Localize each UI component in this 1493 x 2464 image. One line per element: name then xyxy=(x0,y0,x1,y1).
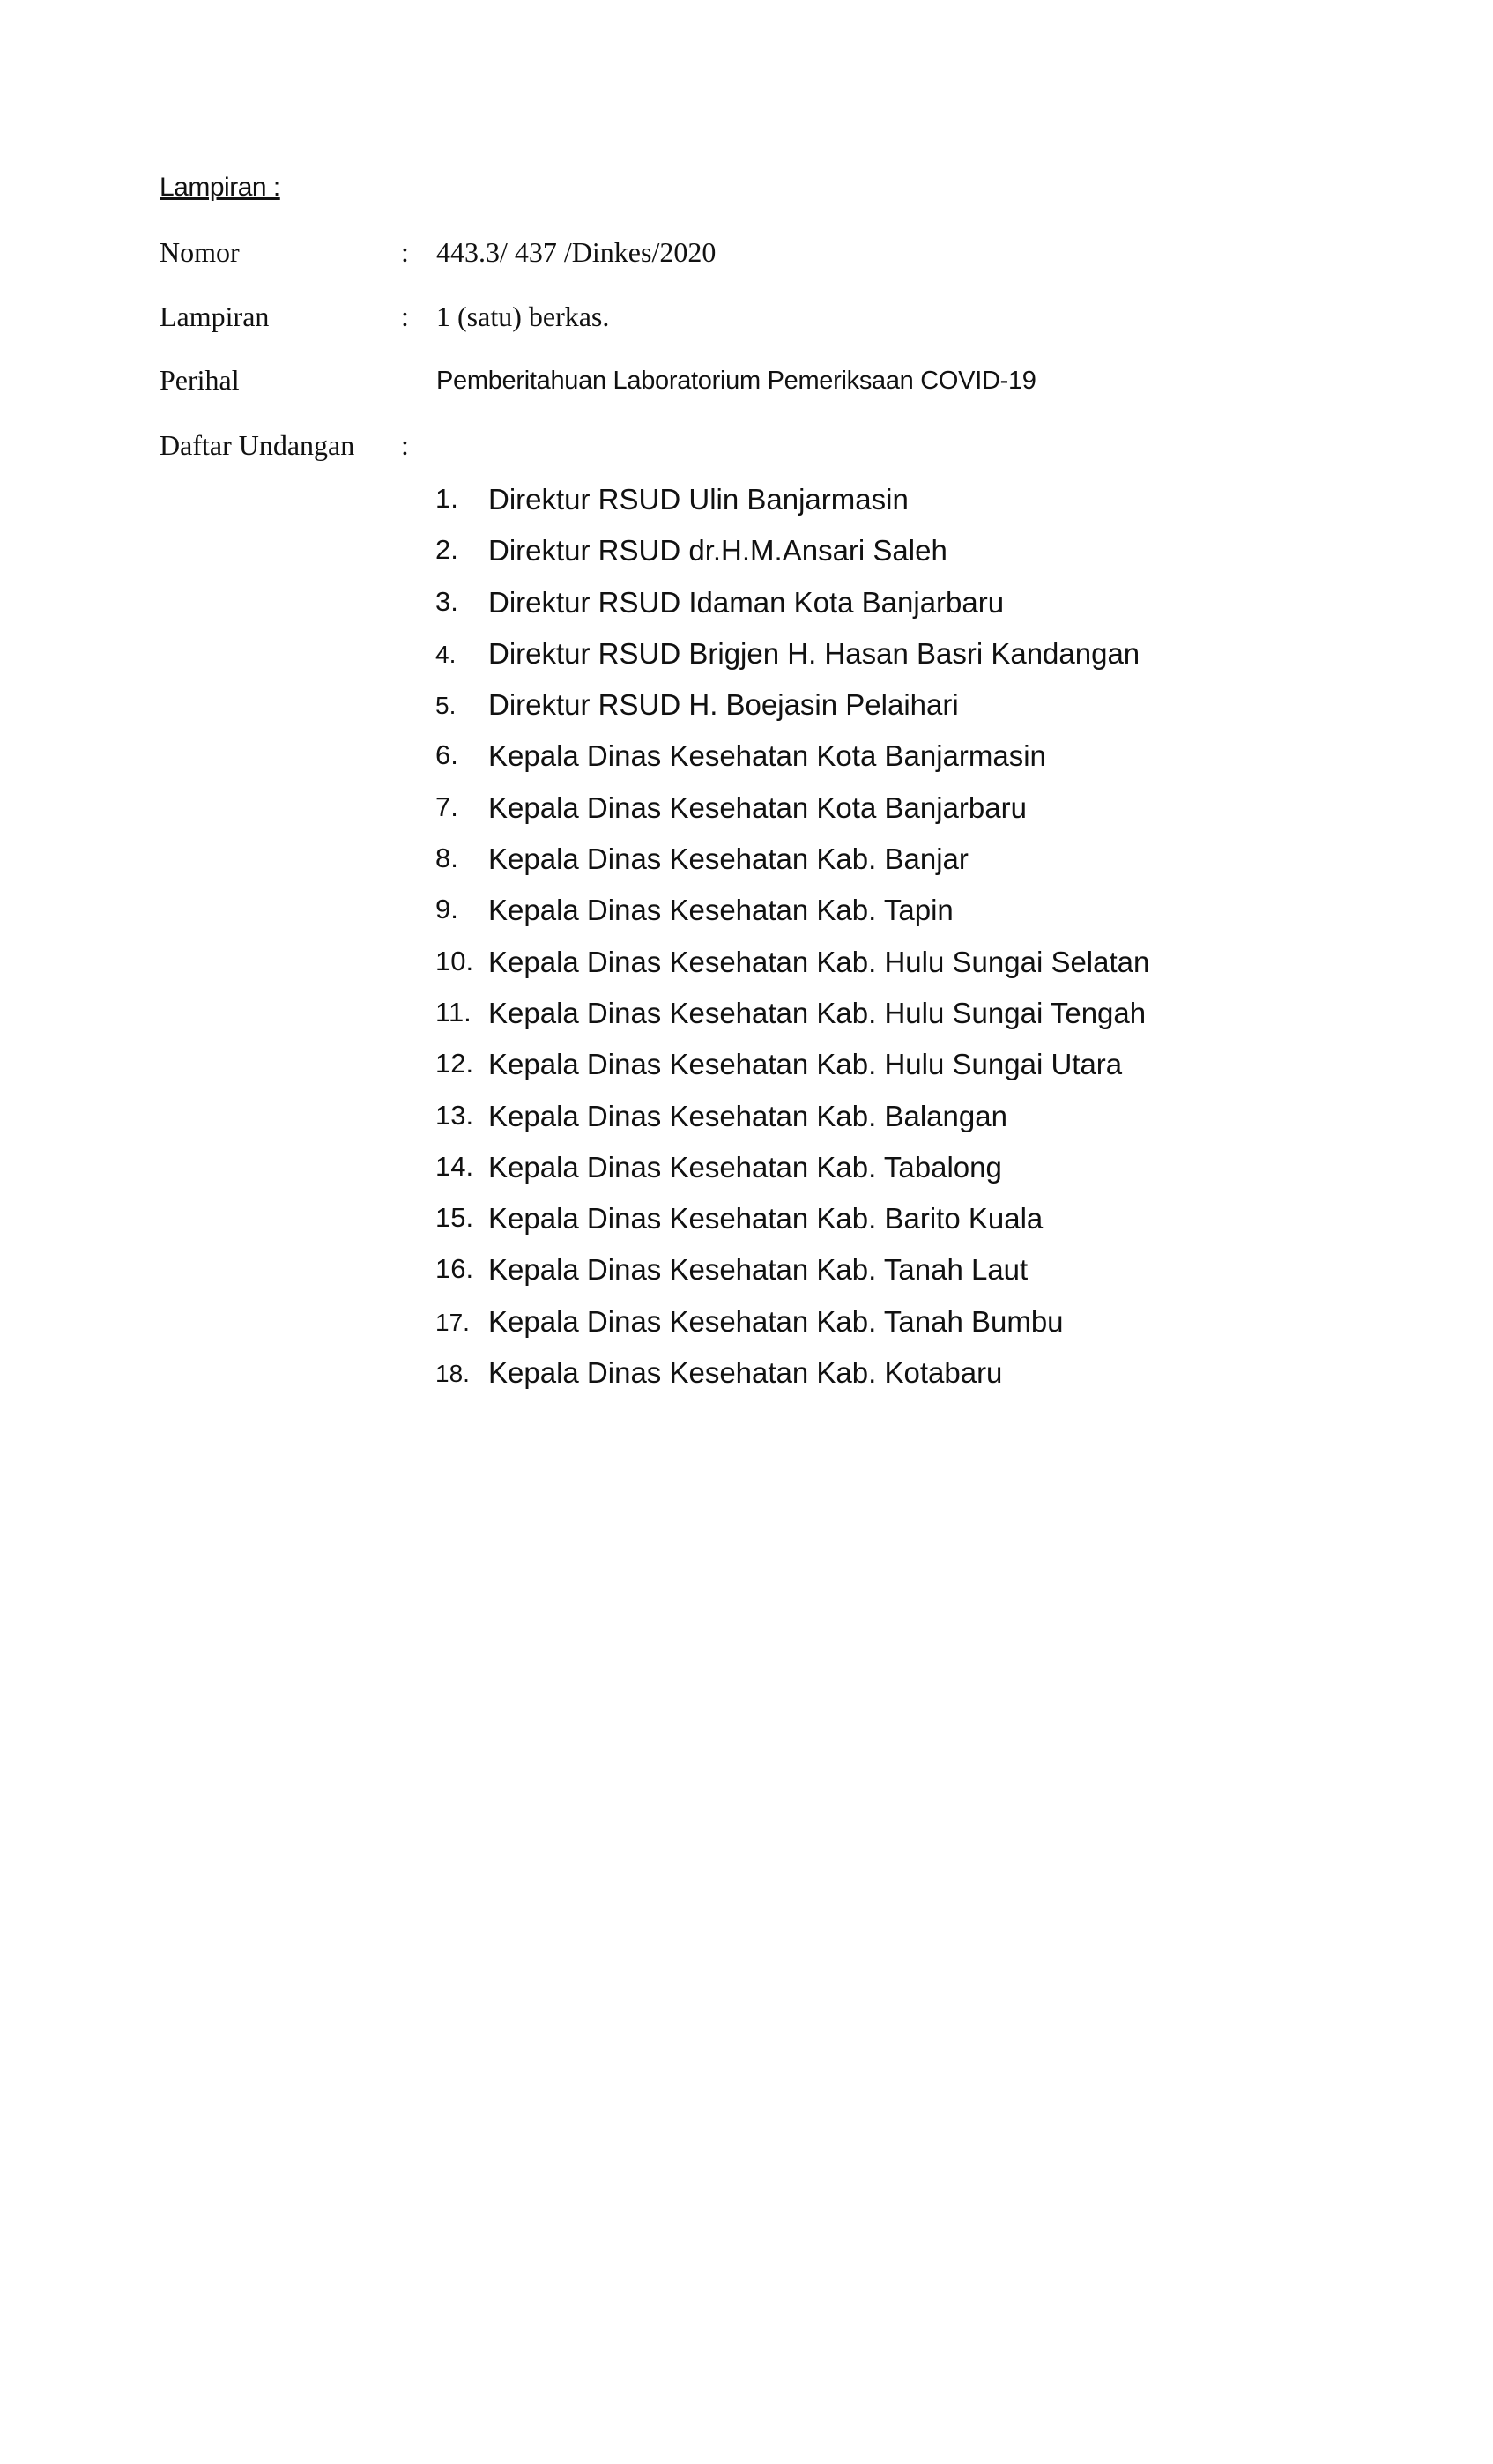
list-item-text: Kepala Dinas Kesehatan Kab. Tapin xyxy=(488,894,954,927)
field-colon: : xyxy=(401,301,409,332)
list-item-number: 7. xyxy=(435,790,458,822)
field-label: Lampiran xyxy=(160,301,270,332)
list-item-number: 8. xyxy=(435,842,458,874)
list-item-text: Kepala Dinas Kesehatan Kab. Tanah Laut xyxy=(488,1253,1029,1287)
list-item-text: Kepala Dinas Kesehatan Kab. Banjar xyxy=(488,842,969,876)
list-item-number: 12. xyxy=(435,1048,474,1080)
list-item-text: Kepala Dinas Kesehatan Kab. Hulu Sungai Selatan xyxy=(488,945,1150,978)
list-item-text: Kepala Dinas Kesehatan Kota Banjarbaru xyxy=(488,790,1027,824)
list-item-number: 1. xyxy=(435,483,458,514)
field-label: Perihal xyxy=(160,364,240,396)
list-item-text: Kepala Dinas Kesehatan Kab. Tanah Bumbu xyxy=(488,1304,1064,1338)
list-item-number: 13. xyxy=(435,1099,474,1131)
list-item-text: Direktur RSUD H. Boejasin Pelaihari xyxy=(488,688,959,722)
list-item-text: Kepala Dinas Kesehatan Kab. Kotabaru xyxy=(488,1356,1003,1390)
field-label: Nomor xyxy=(160,236,240,268)
list-item-text: Kepala Dinas Kesehatan Kota Banjarmasin xyxy=(488,739,1046,773)
list-item-text: Kepala Dinas Kesehatan Kab. Balangan xyxy=(488,1099,1007,1132)
list-item-number: 17. xyxy=(435,1308,470,1336)
list-item-number: 5. xyxy=(435,692,457,720)
list-item-text: Kepala Dinas Kesehatan Kab. Hulu Sungai Utara xyxy=(488,1048,1123,1081)
list-item-text: Kepala Dinas Kesehatan Kab. Hulu Sungai Tengah xyxy=(488,996,1147,1029)
list-item-number: 10. xyxy=(435,945,474,976)
list-item-number: 14. xyxy=(435,1150,474,1182)
list-item-number: 18. xyxy=(435,1360,470,1388)
list-item-text: Direktur RSUD dr.H.M.Ansari Saleh xyxy=(488,534,947,568)
list-item-text: Direktur RSUD Brigjen H. Hasan Basri Kandangan xyxy=(488,636,1140,670)
list-item-text: Kepala Dinas Kesehatan Kab. Barito Kuala xyxy=(488,1202,1044,1236)
field-colon: : xyxy=(401,236,409,268)
list-item-number: 6. xyxy=(435,739,458,771)
list-item-text: Kepala Dinas Kesehatan Kab. Tabalong xyxy=(488,1150,1002,1184)
list-item-number: 3. xyxy=(435,585,458,617)
field-value: Pemberitahuan Laboratorium Pemeriksaan COVID-19 xyxy=(436,367,1036,395)
field-value: 443.3/ 437 /Dinkes/2020 xyxy=(436,236,717,268)
list-item-number: 4. xyxy=(435,640,457,668)
list-item-number: 15. xyxy=(435,1202,474,1234)
field-label: Daftar Undangan xyxy=(160,429,355,461)
attachment-heading: Lampiran : xyxy=(160,173,280,202)
list-item-text: Direktur RSUD Ulin Banjarmasin xyxy=(488,483,909,516)
list-item-number: 2. xyxy=(435,534,458,566)
field-colon: : xyxy=(401,429,409,461)
field-value: 1 (satu) berkas. xyxy=(436,301,610,332)
list-item-text: Direktur RSUD Idaman Kota Banjarbaru xyxy=(488,585,1005,619)
list-item-number: 16. xyxy=(435,1253,474,1285)
list-item-number: 11. xyxy=(435,996,472,1028)
list-item-number: 9. xyxy=(435,894,458,925)
